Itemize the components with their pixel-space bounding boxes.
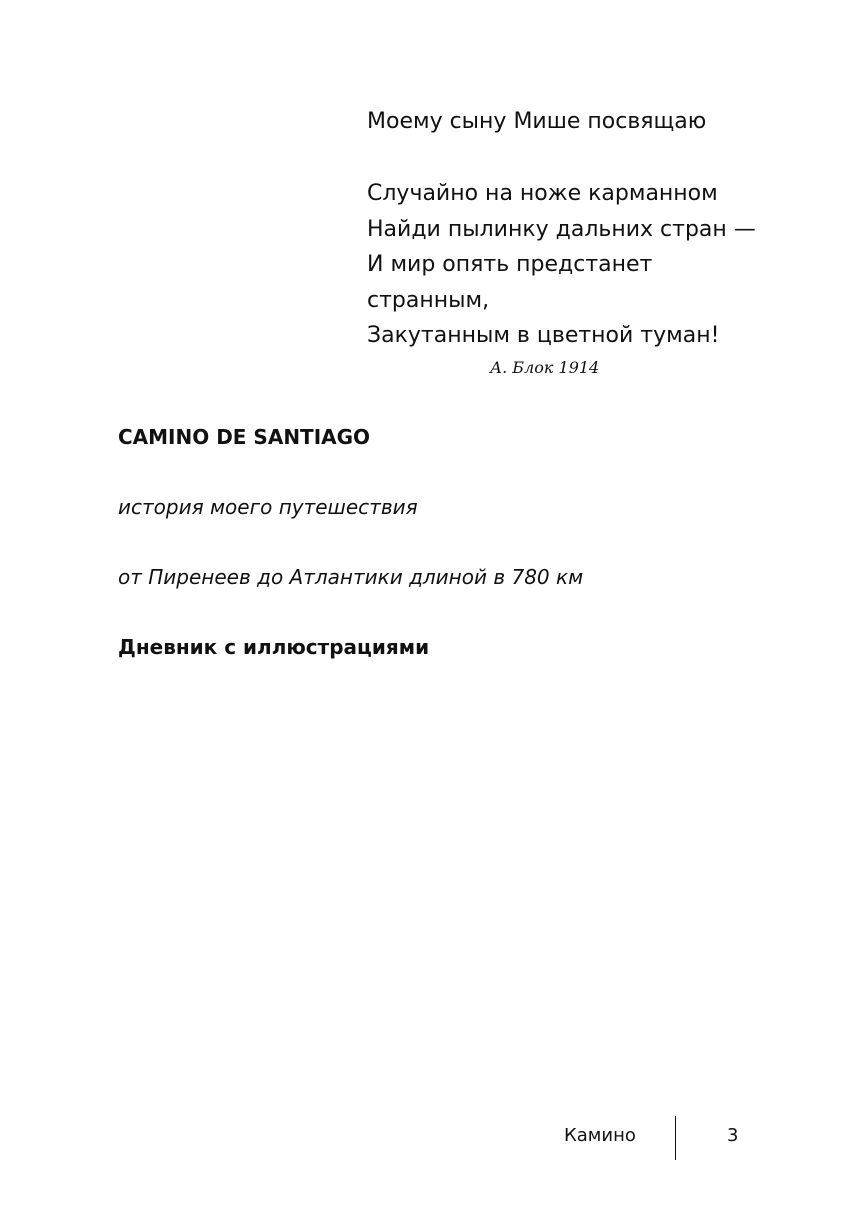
epigraph-poem bbox=[367, 176, 756, 354]
footer-divider bbox=[675, 1116, 676, 1160]
dedication: Моему сыну Мише посвящаю bbox=[367, 109, 707, 134]
poem-line: И мир опять предстанет bbox=[367, 252, 653, 277]
route-description: от Пиренеев до Атлантики длиной в 780 км bbox=[118, 565, 584, 589]
diary-label: Дневник с иллюстрациями bbox=[118, 635, 430, 659]
book-title: CAMINO DE SANTIAGO bbox=[118, 425, 371, 449]
running-title: Камино bbox=[564, 1125, 636, 1146]
poem-line: Случайно на ноже карманном bbox=[367, 181, 718, 206]
page-number: 3 bbox=[727, 1125, 739, 1146]
book-subtitle: история моего путешествия bbox=[118, 495, 418, 519]
poem-line: Найди пылинку дальних стран — bbox=[367, 216, 756, 242]
epigraph-attribution: А. Блок 1914 bbox=[490, 358, 600, 377]
poem-line: странным, bbox=[367, 287, 490, 313]
poem-line: Закутанным в цветной туман! bbox=[367, 323, 720, 348]
